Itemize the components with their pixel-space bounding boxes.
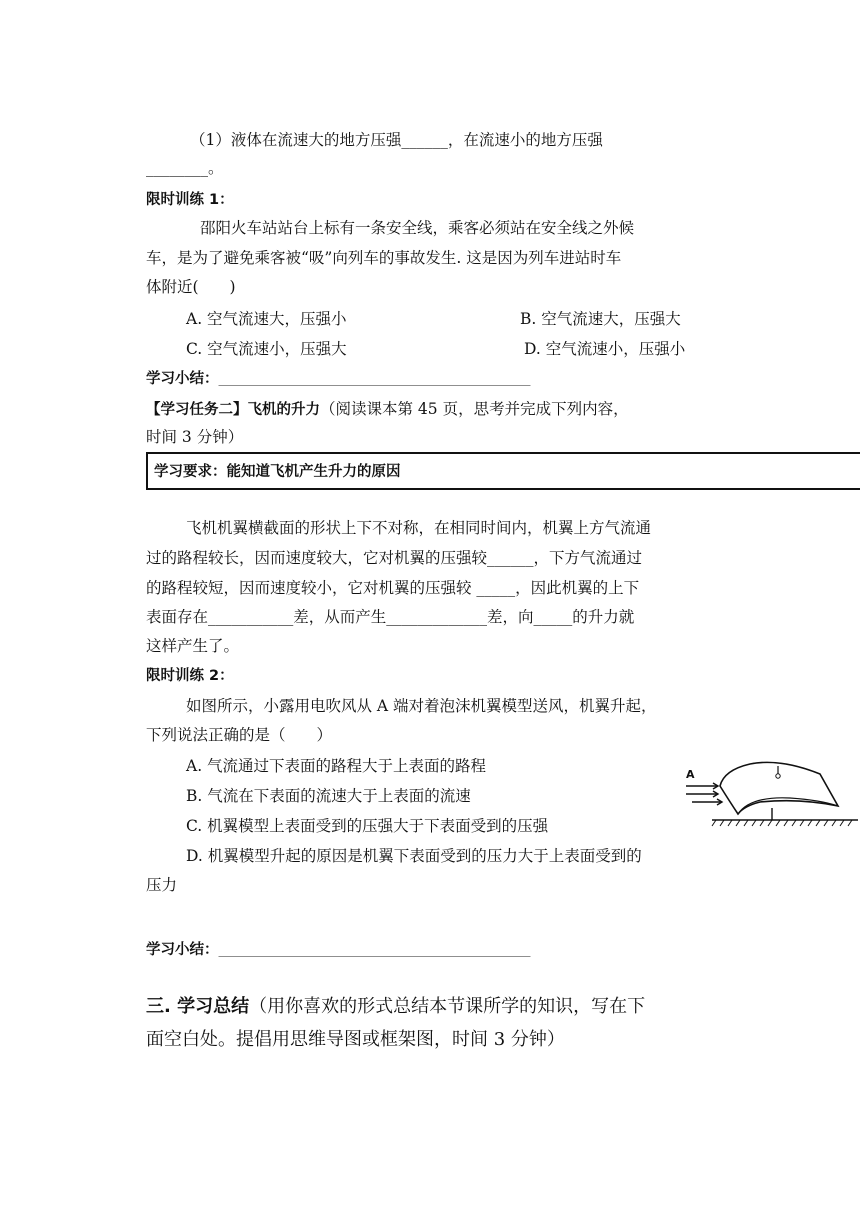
drill-1-option-a: A. 空气流速大，压强小 [186,310,347,328]
task-2-paragraph-line-4: 表面存在___________差，从而产生_____________差，向_____的升力就 [146,608,635,626]
drill-2-option-b: B. 气流在下表面的流速大于上表面的流速 [186,787,471,805]
figure-label-a: A [686,768,695,781]
drill-1-text-line-2: 车，是为了避免乘客被“吸”向列车的事故发生. 这是因为列车进站时车 [146,249,622,267]
drill-2-text-line-1: 如图所示，小露用电吹风从 A 端对着泡沫机翼模型送风，机翼升起， [186,697,657,715]
question-1-line-2: ________。 [146,159,224,177]
section-3-heading-line [146,993,645,1021]
drill-1-option-d: D. 空气流速小，压强小 [524,340,686,358]
task-2-paragraph-line-3: 的路程较短，因而速度较小，它对机翼的压强较 _____，因此机翼的上下 [146,579,640,597]
section-3-note-line-2: 面空白处。提倡用思维导图或框架图，时间 3 分钟） [146,1029,565,1050]
drill-1-title: 限时训练 1： [146,192,234,208]
task-2-note: （阅读课本第 45 页，思考并完成下列内容， [320,400,629,418]
task-2-heading [146,397,629,422]
summary-2-blank: ____________________________________________________ [218,943,531,957]
requirement-text: 学习要求：能知道飞机产生升力的原因 [154,464,401,480]
task-2-paragraph-line-5: 这样产生了。 [146,637,240,655]
pin-head [776,774,780,778]
drill-2-option-a: A. 气流通过下表面的路程大于上表面的路程 [186,757,487,775]
summary-1 [146,366,531,391]
section-3-note: （用你喜欢的形式总结本节课所学的知识，写在下 [249,996,646,1017]
drill-2-option-d-line-1: D. 机翼模型升起的原因是机翼下表面受到的压力大于上表面受到的 [186,847,642,865]
summary-2 [146,937,531,962]
drill-2-option-d-line-2: 压力 [146,876,178,894]
drill-1-option-c: C. 空气流速小，压强大 [186,340,347,358]
task-2-note-line-2: 时间 3 分钟） [146,428,244,446]
drill-1-option-b: B. 空气流速大，压强大 [520,310,681,328]
drill-2-text-line-2: 下列说法正确的是（ ） [146,726,333,744]
drill-1-text-line-3: 体附近( ) [146,278,236,296]
task-2-paragraph-line-2: 过的路程较长，因而速度较大，它对机翼的压强较______，下方气流通过 [146,549,643,567]
drill-2-title: 限时训练 2： [146,668,234,684]
drill-1-text-line-1: 邵阳火车站站台上标有一条安全线，乘客必须站在安全线之外候 [200,219,635,237]
wing-shape [720,762,838,814]
drill-2-option-c: C. 机翼模型上表面受到的压强大于下表面受到的压强 [186,817,549,835]
summary-1-label: 学习小结： [146,371,219,387]
summary-1-blank: ____________________________________________________ [218,372,531,386]
question-1-line-1: （1）液体在流速大的地方压强______，在流速小的地方压强 [190,131,603,149]
requirement-box [146,452,860,490]
section-3-heading: 三. 学习总结 [146,996,250,1017]
ground-hatching [712,820,852,826]
summary-2-label: 学习小结： [146,942,219,958]
wing-model-figure [680,756,860,828]
task-2-title: 【学习任务二】飞机的升力 [146,402,320,418]
airflow-arrows [686,783,722,805]
task-2-paragraph-line-1: 飞机机翼横截面的形状上下不对称，在相同时间内，机翼上方气流通 [186,519,652,537]
